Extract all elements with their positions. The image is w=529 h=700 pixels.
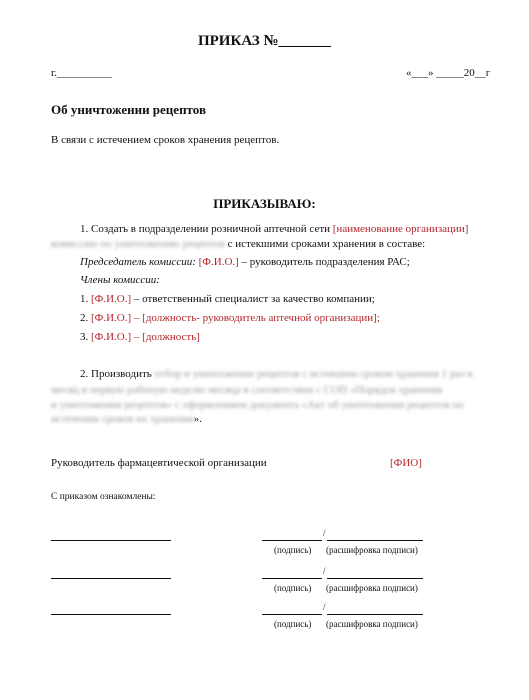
member-1-role: – ответственный специалист за качество компании; — [133, 293, 375, 305]
item2-end: ». — [193, 413, 202, 425]
slash: / — [323, 528, 326, 538]
sign-line — [262, 578, 322, 579]
head-label: Руководитель фармацевтической организации — [51, 457, 267, 469]
item2-line1 — [80, 368, 473, 380]
member-2 — [80, 312, 380, 324]
sign-line — [262, 540, 322, 541]
sign-line — [262, 614, 322, 615]
item2-hidden-4: истечении сроков их хранения — [51, 413, 194, 425]
sig-label: (подпись) — [274, 545, 312, 555]
member-2-num: 2. — [80, 312, 89, 324]
member-1-name: [Ф.И.О.] — [91, 293, 132, 305]
members-label: Члены комиссии: — [80, 274, 160, 286]
ack-label: С приказом ознакомлены: — [51, 492, 156, 502]
member-1 — [80, 293, 375, 305]
decode-label: (расшифровка подписи) — [326, 619, 418, 629]
order-word: ПРИКАЗЫВАЮ: — [213, 196, 316, 211]
item2-line4 — [51, 413, 202, 425]
decode-line — [327, 540, 423, 541]
item2-hidden-3: и уничтожения рецептов» с оформлением документа «Акт об уничтожении рецептов по — [51, 399, 464, 411]
member-3 — [80, 331, 200, 343]
city-field: г.__________ — [51, 67, 113, 79]
item1-line1 — [80, 223, 468, 235]
member-1-num: 1. — [80, 293, 89, 305]
slash: / — [323, 602, 326, 612]
decode-label: (расшифровка подписи) — [326, 583, 418, 593]
reason-text: В связи с истечением сроков хранения рецептов. — [51, 134, 280, 146]
member-2-text: [Ф.И.О.] – [должность- руководитель аптечной организации]; — [91, 312, 380, 324]
chair-label: Председатель комиссии: — [80, 256, 196, 268]
head-name: [ФИО] — [390, 457, 422, 469]
item1-org: [наименование организации] — [332, 223, 469, 235]
sig-label: (подпись) — [274, 583, 312, 593]
item1-line2-text: с истекшими сроками хранения в составе: — [227, 238, 426, 250]
slash: / — [323, 566, 326, 576]
member-3-num: 3. — [80, 331, 89, 343]
decode-line — [327, 614, 423, 615]
signature-line — [51, 578, 171, 579]
item1-prefix: 1. Создать в подразделении розничной аптечной сети — [80, 223, 331, 235]
item1-hidden: комиссию по уничтожению рецептов — [51, 238, 225, 250]
member-3-text: [Ф.И.О.] – [должность] — [91, 331, 200, 343]
decode-line — [327, 578, 423, 579]
date-field: «___» _____20__г — [406, 67, 491, 79]
item2-prefix: 2. Производить — [80, 368, 152, 380]
doc-title: ПРИКАЗ №_______ — [197, 33, 332, 49]
signature-line — [51, 614, 171, 615]
chair-line — [80, 256, 410, 268]
signature-line — [51, 540, 171, 541]
chair-name: [Ф.И.О.] — [198, 256, 239, 268]
doc-heading: Об уничтожении рецептов — [51, 102, 206, 117]
decode-label: (расшифровка подписи) — [326, 545, 418, 555]
sig-label: (подпись) — [274, 619, 312, 629]
item1-line2 — [51, 238, 425, 250]
item2-hidden-1: отбор и уничтожение рецептов с истекшим сроком хранения 1 раз в — [154, 368, 473, 380]
chair-role: – руководитель подразделения РАС; — [241, 256, 410, 268]
item2-hidden-2: месяц в первую рабочую неделю месяца в соответствии с СОП «Порядок хранения — [51, 384, 443, 396]
